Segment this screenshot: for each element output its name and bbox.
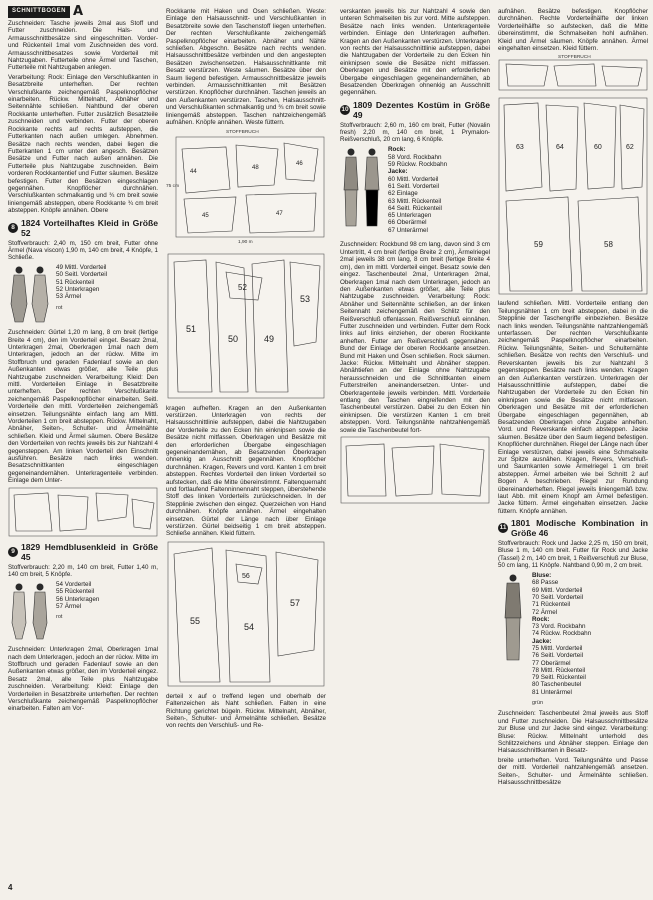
section-8-parts: [56, 264, 107, 326]
part-item: 67 Unterärmel: [388, 226, 428, 234]
section-9-stoff: Stoffverbrauch: 2,20 m, 140 cm breit, Futter 1,40 m, 140 cm breit, 5 Knöpfe.: [8, 563, 158, 578]
part-item: 70 Seitl. Vorderteil: [532, 593, 584, 601]
svg-text:48: 48: [252, 164, 259, 171]
part-item: 50 Seitl. Vorderteil: [56, 271, 108, 279]
col2-top: Rockkante mit Haken und Ösen schließen. Weste: Einlage den Halsausschnitt- und Verschlußkanten in Besatzbreite sowie den Taschenstoff liegen unterheften. Der rechten Verschlußkante zeichengemäß Paspelknopflöcher einarbeiten. Abnäher und Nähte schließen. Abgeschn. Besätze nach rechts wenden. Halsausschnittbesätze verbinden und den angestepten Besätzen zwischensetzen. Halsausschnittkante mit Besatz verstürzen. Weste säumen. Besätze über den Saum liegend befestigen. Armausschnittbesätze jeweils verbinden. Armausschnittkanten mit Besätzen verstürzen. Knopflöcher durchnähen. Taschen jeweils an den Außenkanten verstürzen. Taschen, Halsausschnitt- und Verschlußkanten schmalkantig und ¾ cm breit sowie liniengemäß absteppen. Taschen nahtzeichengemäß aufnähen. Knöpfe annähen. Weste füttern.: [166, 8, 326, 127]
col4-top: aufnähen. Besätze befestigen. Knopflöcher durchnähen. Rechte Vorderteilhälfte der linken Vorderteilhälfte so aufstecken, daß die Mitte übereinstimmt, die Schmalseiten hohl aufnähen. Kleid und Ärmel säumen. Knöpfe annähen. Ärmel eingehalten einsetzen. Kleid füttern.: [498, 8, 648, 53]
part-item: 71 Rückenteil: [532, 601, 571, 609]
part-item: 61 Seitl. Vorderteil: [388, 182, 440, 190]
section-11-title: [498, 518, 648, 538]
part-item: 64 Seitl. Rückenteil: [388, 204, 442, 212]
svg-text:51: 51: [186, 323, 197, 334]
col1-intro: Zuschneiden: Tasche jeweils 2mal aus Stoff und Futter zuschneiden. Die Hals- und Armausschnittbesätze sind eingeschnitten. Vorder- und Rückenteil 1mal vom Zuschneiden des vord. Armausschnittbesatzes sowie Vorderteil mit Nahtzugaben. Futterteile ohne Ärmel und Taschen, Futterteile mit Nahtzugaben anlegen.: [8, 20, 158, 72]
cutting-layout-icon: [166, 129, 326, 247]
svg-text:57: 57: [290, 597, 301, 608]
svg-text:59: 59: [534, 240, 543, 250]
part-item: 62 Einlage: [388, 190, 418, 198]
column-3: [340, 8, 490, 509]
sheet-badge: A: [73, 4, 84, 19]
section-8-layout-diagram: [8, 487, 158, 539]
col2-mid: kragen aufheften. Kragen an den Außenkanten verstürzen. Unterkragen von rechts der Halsausschnittlinie aufsteppen, dabei die Nahtzugaben der Vorderteile zu den Ecken hin einknipsen sowie die Besätze nicht mitfassen. Oberkragen und Besätze mit den erforderlichen Übergabe eingeschlagen gegeneinandernähen, ab Besatzenden Oberkragen ohnenkig an Ausschnitt gegennähen. Knopflöcher durchnähen. Kragen, Revers und vord. Kanten 1 cm breit absteppen. Rechtes Vorderteil den linken Vorderteil so aufstecken, daß die Mitte übereinstimmt. Faltenquernaht und fortlaufend Faltenninnennaht steppen, überstehende Stoff des linken Vorderteils zurückschneiden. In der Stepplinie zwischen den eingez. Querzeichen von Hand durchnähen. Knöpfe annähen. Ärmel eingehalten einsetzen. Gürtel der Länge nach über Einlage verstürzen. Gürtel beidseitig 1 cm breit absteppen. Schließe annähen. Kleid füttern.: [166, 404, 326, 538]
section-9-parts: [56, 581, 99, 643]
part-item: 81 Unterärmel: [532, 688, 572, 696]
line-color-label: grün: [532, 700, 544, 707]
part-item: 77 Oberärmel: [532, 659, 571, 667]
section-8-number: 8: [8, 223, 18, 233]
section-11-number: 11: [499, 524, 507, 532]
section-8-model-row: [8, 264, 158, 326]
sheet-label: SCHNITTBOGEN: [8, 6, 70, 17]
parts-group-heading: Bluse:: [532, 572, 552, 580]
section-10-number: 10: [341, 105, 349, 113]
parts-group-heading: Jacke:: [388, 168, 408, 176]
svg-text:63: 63: [516, 144, 524, 152]
col4-mid: laufend schließen. Mittl. Vorderteile entlang den Teilungsnähten 1 cm breit absteppen, dabei in die Stepplinie der Taschengriffe einbeziehen. Besätze nach links wenden. Teilungsnähte nahtzahlengemäß unterfassen. Der rechten Verschlußkante zeichengemäß Paspelknopflöcher einarbeiten. Rückw. Teilungsnähte, Seiten- und Schulternähte schließen. Besätze von rechts den Verschluß- und Reverskanten jeweils bis zur Nahtzahl 3 gegensteppen. Besätze nach links wenden. Kragen an den Außenkanten verstürzen. Unterkragen der Halsausschnittlinie aufsteppen, dabei die Nahtzugaben der Vorderteile zu den Ecken hin einknipsen sowie die Besätze nicht mitfassen. Oberkragen und Besätze mit der erforderlichen Übergabe eingeschlagen gegennähen, ab Besatzenden Oberkragen ohne Zugabe anheften. Vord. und Reverskante einfach absteppen. Jacke säumen. Besätze über den Saum liegend befestigen. Knopflöcher durchnähen. Riegel der Länge nach über Einlage verstürzen, dabei jeweils eine Schmalseite zur Spitze ausnähen. Kragen, Revers, Verschluß- und Saumkanten sowie Ärmelriegel 1 cm breit absteppen. Ärmel arbeiten wie bei Schnitt 2 auf Bogen A beschrieben. Riegel zur Rundung übereinanderheften. Riegel jeweils liniengemäß bzw. laut Abb. mit einem Knopf am Ärmel befestigen. Jacke füttern. Ärmel eingehalten einsetzen. Jacke füttern. Knöpfe annähen.: [498, 300, 648, 515]
part-item: 66 Oberärmel: [388, 219, 427, 227]
line-color-label: rot: [56, 304, 63, 311]
part-item: 56 Unterkragen: [56, 595, 100, 603]
suit-pattern-diagram: [498, 97, 648, 297]
svg-text:46: 46: [296, 160, 303, 167]
pattern-pieces-icon: [166, 252, 326, 400]
pattern-pieces-icon: [498, 97, 648, 295]
pattern-pieces-icon: [166, 540, 326, 688]
part-item: 59 Rückw. Rockbahn: [388, 161, 448, 169]
section-11-parts: [532, 572, 591, 707]
part-item: 73 Vord. Rockbahn: [532, 623, 586, 631]
suit-figure-icon: [340, 146, 384, 238]
part-item: 49 Mittl. Vorderteil: [56, 264, 107, 272]
svg-text:47: 47: [276, 210, 283, 217]
col2-bottom: derteil x auf o treffend legen und oberhalb der Faltenzeichen als Naht schließen. Falten in eine Richtung gerichtet bügeln. Rückw. Mittelnaht, Abnäher, Seiten-, Schulter- und Ärmelnähte schließen. Besätze von rechts den Verschluß- und Re-: [166, 692, 326, 730]
svg-text:64: 64: [556, 144, 564, 152]
dress-52-pattern-diagram: [166, 252, 326, 402]
section-10-layout-diagram: [340, 436, 490, 506]
part-item: 79 Seitl. Rückenteil: [532, 674, 586, 682]
section-8-title: [8, 218, 158, 238]
layout-height-label: 75 cm: [166, 183, 180, 189]
part-item: 57 Ärmel: [56, 603, 82, 610]
shirtdress-figure-icon: [8, 581, 52, 643]
col4-bottom: breite unterheften. Vord. Teilungsnähte und Passe der mittl. Vorderteil nahtzahlengemäß ansetzen. Seiten-, Schulter- und Ärmelnähte schließen. Halsausschnittbesätze: [498, 756, 648, 787]
dress-figure-icon: [8, 264, 52, 326]
part-item: 55 Rückenteil: [56, 588, 95, 596]
svg-text:44: 44: [190, 168, 197, 175]
fabric-fold-label: STOFFBRUCH: [558, 55, 591, 61]
svg-text:50: 50: [228, 333, 239, 344]
svg-text:62: 62: [626, 144, 634, 152]
svg-text:52: 52: [238, 282, 247, 292]
weste-layout-diagram: [166, 129, 326, 249]
part-item: 76 Seitl. Vorderteil: [532, 652, 584, 660]
part-item: 53 Ärmel: [56, 293, 82, 301]
part-item: 68 Passe: [532, 579, 559, 587]
svg-text:56: 56: [242, 572, 250, 580]
part-item: 65 Unterkragen: [388, 212, 432, 220]
part-item: 63 Mittl. Rückenteil: [388, 197, 442, 205]
part-item: 58 Vord. Rockbahn: [388, 153, 442, 161]
section-11-figures: [498, 572, 528, 707]
part-item: 52 Unterkragen: [56, 286, 100, 294]
section-9-title: [8, 542, 158, 562]
svg-text:45: 45: [202, 212, 209, 219]
parts-group-heading: Jacke:: [532, 637, 552, 645]
section-9-number: 9: [8, 547, 18, 557]
section-10-text: Zuschneiden: Rockbund 98 cm lang, davon sind 3 cm Untertritt, 4 cm breit (fertige Breite 2 cm), Ärmelriegel 2mal jeweils 38 cm lang, 8 cm breit (fertige Breite 4 cm), den im mittl. Vorderteil einget. Besatz sowie den eingez. Taschenbeutel 2mal, Unterkragen 2mal, Oberkragen 1mal nach dem Unterkragen, jedoch an den Außenkanten etwas größer, alle Teile plus Nahtzugabe zuschneiden. Verarbeitung: Rock: Abnäher und Seitennähte schließen, an der linken Seitennaht zeichengemäß den Schlitz für den Reißverschluß offenlassen. Reißverschluß einnähen. Futter zuschneiden und verbinden. Futter dem Rock links auf links einziehen, der oberen Rockkante anheften. Futter am Reißverschluß gegennähen. Bund der Einlage der oberen Rockkante ansetzen. Bund mit Haken und Ösen schließen. Rock säumen. Jacke: Rückw. Mittelnaht und Abnäher steppen. Abnähtiefen an der Einlage ohne Nahtzugabe herausschneiden und die Schnittkanten einem Futterstreifen aneinandersetzen. Unter- und Oberkragenteile jeweils verbinden. Mittl. Vorderteile entlang den Taschen eingreifenden mit den Taschenbeutel verstürzen. Dabei zu den Ecken hin einknipsen. Die verstürzen Kanten 1 cm breit absteppen. Vord. Teilungsnähte nahtzahlengemäß sowie die Taschenbeutel fort-: [340, 241, 490, 434]
section-11-stoff: Stoffverbrauch: Rock und Jacke 2,25 m, 150 cm breit, Bluse 1 m, 140 cm breit. Futter für Rock und Jacke (Tassel) 2 m, 140 cm breit, 1 Reißverschluß zur Bluse, 50 cm lang, 11 Knöpfe. Nahtband 0,90 m, 2 cm breit.: [498, 540, 648, 569]
part-item: 78 Mittl. Rückenteil: [532, 666, 586, 674]
column-4: [498, 8, 648, 788]
section-9-figures: [8, 581, 52, 643]
cutting-layout-icon: [340, 436, 490, 504]
svg-text:49: 49: [264, 333, 275, 344]
column-1: [8, 20, 158, 715]
section-8-stoff: Stoffverbrauch: 2,40 m, 150 cm breit, Futter ohne Ärmel (Nava viscon) 1,90 m, 140 cm breit, 4 Knöpfe, 1 Schließe.: [8, 239, 158, 261]
layout-width-label: 1,90 m: [238, 239, 253, 245]
section-10-figures: [340, 146, 384, 238]
sheet-header: [8, 6, 83, 18]
parts-group-heading: Rock:: [532, 615, 550, 623]
section-11-heading: 1801 Modische Kombination in Größe 46: [511, 518, 648, 539]
part-item: 54 Vorderteil: [56, 581, 92, 589]
section-8-heading: 1824 Vorteilhaftes Kleid in Größe 52: [21, 217, 158, 238]
col1-verarbeitung: Verarbeitung: Rock: Einlage den Verschlußkanten in Besatzbreite unterheften. Der rechten Verschlußkante zeichengemäß Paspelknopflöcher einarbeiten. Rückw. Mittelnaht, Abnäher und Seitennähte schließen. Nahtbund der oberen Rockkante unterheften. Futter zusätzlich Besatzteile zuschneiden und verbinden. Futter der oberen Rockkante rechts auf rechts aufsteppen, die Futterkanten nach außen umlegen. Abnehmen. Besätze nach rechts wenden, dabei liegen die Futterkanten 1 cm unter den angesch. Besätzen Besätze und Futter nach außen annähen. Die Futterteile plus Nahtzugabe zuschneiden. Beim vorderen Rockkantentief und Futter säumen. Besätze befestigen. Futter den Besätzen eingeschlagen gegennähen. Knopflöcher durchnähen. Verschlußkanten schmalkantig und ¾ cm breit sowie liniengemäß absteppen, obere Rockkante ¾ cm breit absteppen. Knöpfe annähen. Obere: [8, 73, 158, 215]
section-11-model-row: [498, 572, 648, 707]
section-8-text: Zuschneiden: Gürtel 1,20 m lang, 8 cm breit (fertige Breite 4 cm), den im Vorderteil einget. Besatz 2mal, Unterkragen 2mal, Oberkragen 1mal nach dem Unterkragen, jedoch an der rückw. Mitte im Stoffbruch und geraden Fadenlauf sowie an den Außenkanten etwas größer, alle Teile plus Nahtzugabe zuschneiden. Verarbeitung: Kleid: Den mittl. Vorderteilen Einlage in Besatzbreite unterheften. Der rechten Verschlußkante zeichengemäß Paspelknopflöcher einarbeiten. Seitl. Vorderteile den mittl. Vorderteilen zeichengemäß einsetzen. Teilungsnähte einfach lang am Mittl. Vorderteilen 1 cm breit absteppen. Rückw. Mittelnaht, Abnäher, Seiten-, Schulter- und Ärmelnähte schließen. Kleid und Ärmel säumen. Obere Besätze den Vorderteilen von rechts jeweils bis zur Nahtzahl 4 gegensteppen. Am linken Vorderteil den Einschnitt ausführen. Besätze nach links wenden. Besatzschnittkanten eingeschlagen gegeneinandernähen. Unterkragenteile verbinden. Einlage dem Unter-: [8, 329, 158, 485]
svg-text:58: 58: [604, 240, 613, 250]
cutting-layout-icon: [8, 487, 158, 537]
part-item: 74 Rückw. Rockbahn: [532, 630, 592, 638]
part-item: 60 Mittl. Vorderteil: [388, 175, 439, 183]
line-color-label: rot: [56, 614, 63, 621]
svg-text:55: 55: [190, 615, 201, 626]
parts-group-heading: Rock:: [388, 146, 406, 154]
part-item: 80 Taschenbeutel: [532, 681, 582, 689]
section-10-model-row: [340, 146, 490, 238]
section-9-text: Zuschneiden: Unterkragen 2mal, Oberkragen 1mal nach dem Unterkragen, jedoch an der rückw. Mitte im Stoffbruch und geraden Fadenlauf sowie an den Außenkanten etwas größer, den im Vorderteil eingez. Besatz 2mal, alle Teile plus Nahtzugabe zuschneiden. Verarbeitung: Kleid: Einlage den Vorderteilen in Besatzbreite unterheften. Der rechten Verschlußkante zeichengemäß Paspelknopflöcher einarbeiten. Falten am Vor-: [8, 646, 158, 713]
column-2: [166, 8, 326, 732]
section-8-figures: [8, 264, 52, 326]
section-9-model-row: [8, 581, 158, 643]
svg-text:53: 53: [300, 293, 311, 304]
col4-small-layout: [498, 54, 648, 94]
section-10-stoff: Stoffverbrauch: 2,60 m, 160 cm breit, Futter (Novalin fresh) 2,20 m, 140 cm breit, 1 Prymalon-Reißverschluß, 20 cm lang, 6 Knöpfe.: [340, 121, 490, 144]
fabric-fold-label: STOFFBRUCH: [226, 129, 259, 135]
section-10-parts: [388, 146, 447, 238]
section-9-heading: 1829 Hemdblusenkleid in Größe 45: [21, 541, 158, 562]
shirtdress-pattern-diagram: [166, 540, 326, 690]
col3-top: verskanten jeweils bis zur Nahtzahl 4 sowie den unteren Schmalseiten bis zur vord. Mitte aufsteppen. Besätze nach links wenden. Unterkragenteile verbinden. Einlage den Unterkragen aufheften. Kragen an den Außenkanten verstürzen. Unterkragen von rechts der Halsausschnittlinie aufsteppen, dabei die Nahtzugaben der Vorderteile zu den Ecken hin einknipsen sowie die Besätze nicht mitfassen. Oberkragen und Besätze mit den erforderlichen Übergabe eingeschlagen gegeneinandernähen, ab Besatzenden Oberkragen ohnenkig an Ausschnitt gegennähen.: [340, 8, 490, 97]
part-item: 72 Ärmel: [532, 608, 558, 616]
combination-figure-icon: [498, 572, 528, 672]
section-11-text: Zuschneiden: Taschenbeutel 2mal jeweils aus Stoff und Futter zuschneiden. Die Halsausschnittbesätze zur Bluse und zur Jacke sind eingez. Verarbeitung: Bluse: Rückw. Mittelnaht unterhold des Schlitzzeichens und Abnäher steppen. Einlage den Halsausschnittkanten in Besatz-: [498, 710, 648, 755]
section-10-heading: 1809 Dezentes Kostüm in Größe 49: [353, 99, 490, 120]
page-number: 4: [8, 883, 13, 892]
section-10-title: [340, 100, 490, 120]
svg-text:60: 60: [594, 144, 602, 152]
part-item: 51 Rückenteil: [56, 278, 95, 286]
part-item: 75 Mittl. Vorderteil: [532, 645, 583, 652]
svg-text:54: 54: [244, 621, 255, 632]
part-item: 69 Mittl. Vorderteil: [532, 586, 583, 594]
